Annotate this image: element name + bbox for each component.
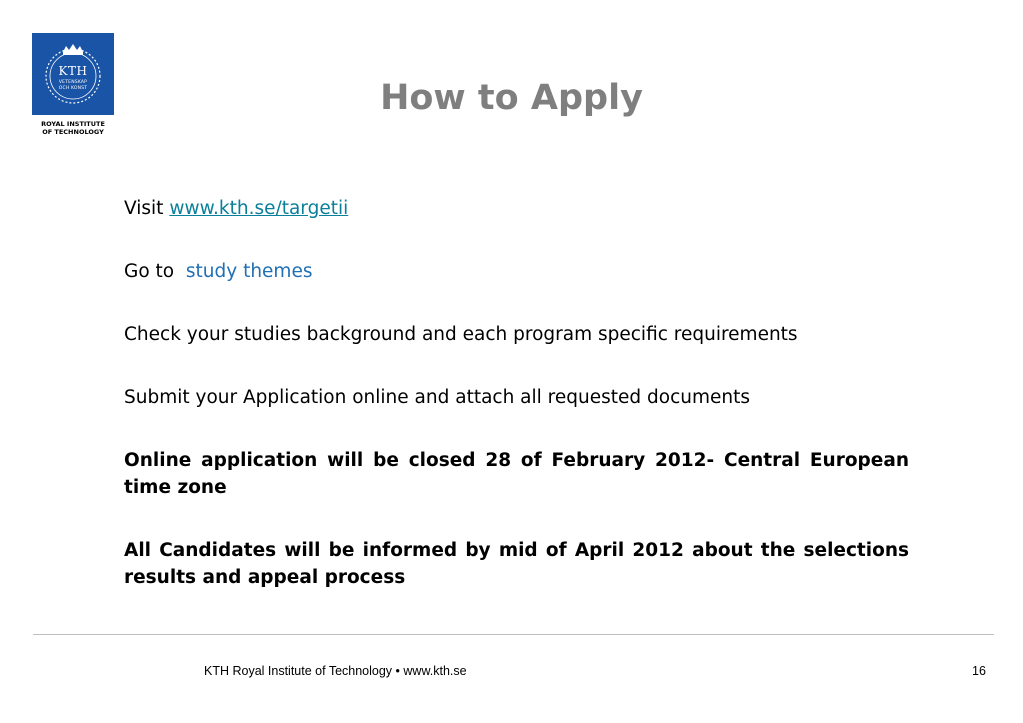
visit-item: [124, 195, 909, 222]
goto-prefix: Go to: [124, 261, 175, 282]
logo-caption-line2: OF TECHNOLOGY: [42, 128, 104, 136]
logo-caption: [32, 120, 114, 136]
logo-caption-line1: ROYAL INSTITUTE: [41, 120, 105, 128]
visit-prefix: Visit: [124, 198, 164, 219]
page-number: 16: [972, 664, 986, 678]
submit-item: Submit your Application online and attach all requested documents: [124, 387, 750, 408]
logo-motto-line2: OCH KONST: [58, 86, 88, 91]
kth-emblem: [32, 33, 114, 115]
deadline-item: Online application will be closed 28 of February 2012- Central European time zone: [124, 450, 909, 498]
footer-divider: [33, 634, 994, 635]
footer-text: KTH Royal Institute of Technology • www.kth.se: [204, 664, 467, 678]
slide-title: How to Apply: [380, 78, 643, 118]
logo-kth-text: KTH: [58, 64, 88, 78]
check-item: Check your studies background and each program specific requirements: [124, 324, 798, 345]
notify-item: All Candidates will be informed by mid of April 2012 about the selections results and appeal process: [124, 540, 909, 588]
slide-content: [124, 195, 909, 627]
study-themes-link[interactable]: study themes: [185, 261, 313, 282]
kth-logo: [32, 33, 114, 135]
goto-item: [124, 258, 909, 285]
logo-motto-line1: VETENSKAP: [58, 80, 88, 85]
targetii-link[interactable]: www.kth.se/targetii: [169, 198, 349, 219]
